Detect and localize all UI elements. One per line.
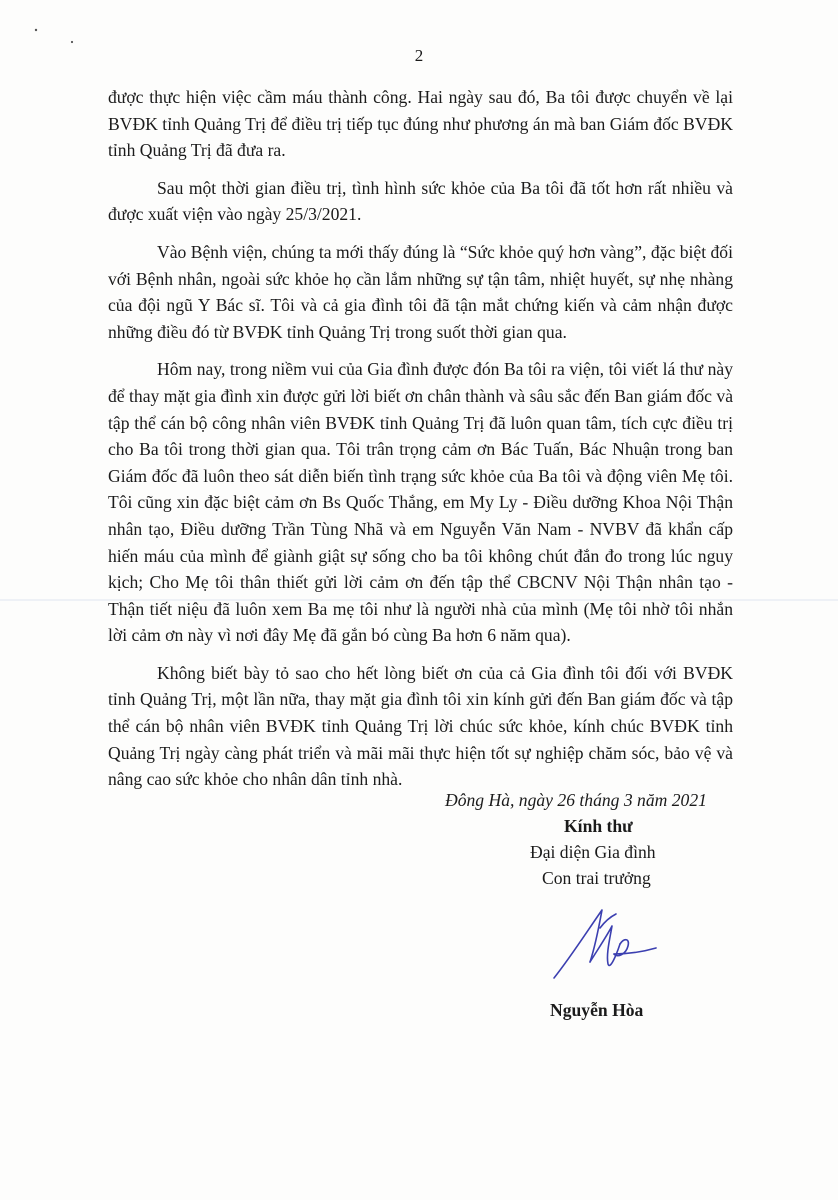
regards: Kính thư — [564, 816, 633, 836]
paragraph-4: Hôm nay, trong niềm vui của Gia đình được đón Ba tôi ra viện, tôi viết lá thư này để thay mặt gia đình xin được gửi lời biết ơn chân thành và sâu sắc đến Ban giám đốc và tập thể cán bộ công nhân viên BVĐK tỉnh Quảng Trị đã luôn quan tâm, tích cực điều trị cho Ba tôi trong thời gian qua. Tôi trân trọng cảm ơn Bác Tuấn, Bác Nhuận trong ban Giám đốc đã luôn theo sát diễn biến tình trạng sức khỏe của Ba tôi và động viên Mẹ tôi. Tôi cũng xin đặc biệt cảm ơn Bs Quốc Thắng, em My Ly - Điều dưỡng Khoa Nội Thận nhân tạo, Điều dưỡng Trần Tùng Nhã và em Nguyễn Văn Nam - NVBV đã khẩn cấp hiến máu của mình để giành giật sự sống cho ba tôi không chút đắn đo trong lúc nguy kịch; Cho Mẹ tôi thân thiết gửi lời cảm ơn đến tập thể CBCNV Nội Thận nhân tạo - Thận tiết niệu đã luôn xem Ba mẹ tôi như là người nhà của mình (Mẹ tôi nhờ tôi nhắn lời cảm ơn này vì nơi đây Mẹ đã gắn bó cùng Ba hơn 6 năm qua). — [108, 359, 733, 646]
signer-role: Con trai trưởng — [542, 868, 651, 888]
paragraph-3: Vào Bệnh viện, chúng ta mới thấy đúng là “Sức khỏe quý hơn vàng”, đặc biệt đối với Bệnh nhân, ngoài sức khỏe họ cần lắm những sự tận tâm, nhiệt huyết, sự nhẹ nhàng của đội ngũ Y Bác sĩ. Tôi và cả gia đình tôi đã tận mắt chứng kiến và cảm nhận được những điều đó từ BVĐK tỉnh Quảng Trị trong suốt thời gian qua. — [108, 241, 733, 342]
on-behalf: Đại diện Gia đình — [530, 842, 656, 862]
page-number: 2 — [414, 46, 424, 65]
letter-body — [108, 84, 733, 804]
paragraph-2: Sau một thời gian điều trị, tình hình sức khỏe của Ba tôi đã tốt hơn rất nhiều và được xuất viện vào ngày 25/3/2021. — [108, 177, 733, 225]
handwritten-signature — [550, 898, 660, 988]
place-date: Đông Hà, ngày 26 tháng 3 năm 2021 — [445, 790, 707, 810]
signer-name: Nguyễn Hòa — [550, 1000, 644, 1020]
paragraph-1: được thực hiện việc cầm máu thành công. Hai ngày sau đó, Ba tôi được chuyển về lại BVĐK tỉnh Quảng Trị để điều trị tiếp tục đúng như phương án mà ban Giám đốc BVĐK tỉnh Quảng Trị đã đưa ra. — [108, 87, 733, 161]
paragraph-5: Không biết bày tỏ sao cho hết lòng biết ơn của cả Gia đình tôi đối với BVĐK tỉnh Quảng Trị, một lần nữa, thay mặt gia đình tôi xin kính gửi đến Ban giám đốc và tập thể cán bộ nhân viên BVĐK tỉnh Quảng Trị lời chúc sức khỏe, kính chúc BVĐK tỉnh Quảng Trị ngày càng phát triển và mãi mãi thực hiện tốt sự nghiệp chăm sóc, bảo vệ và nâng cao sức khỏe cho nhân dân tỉnh nhà. — [108, 662, 733, 790]
